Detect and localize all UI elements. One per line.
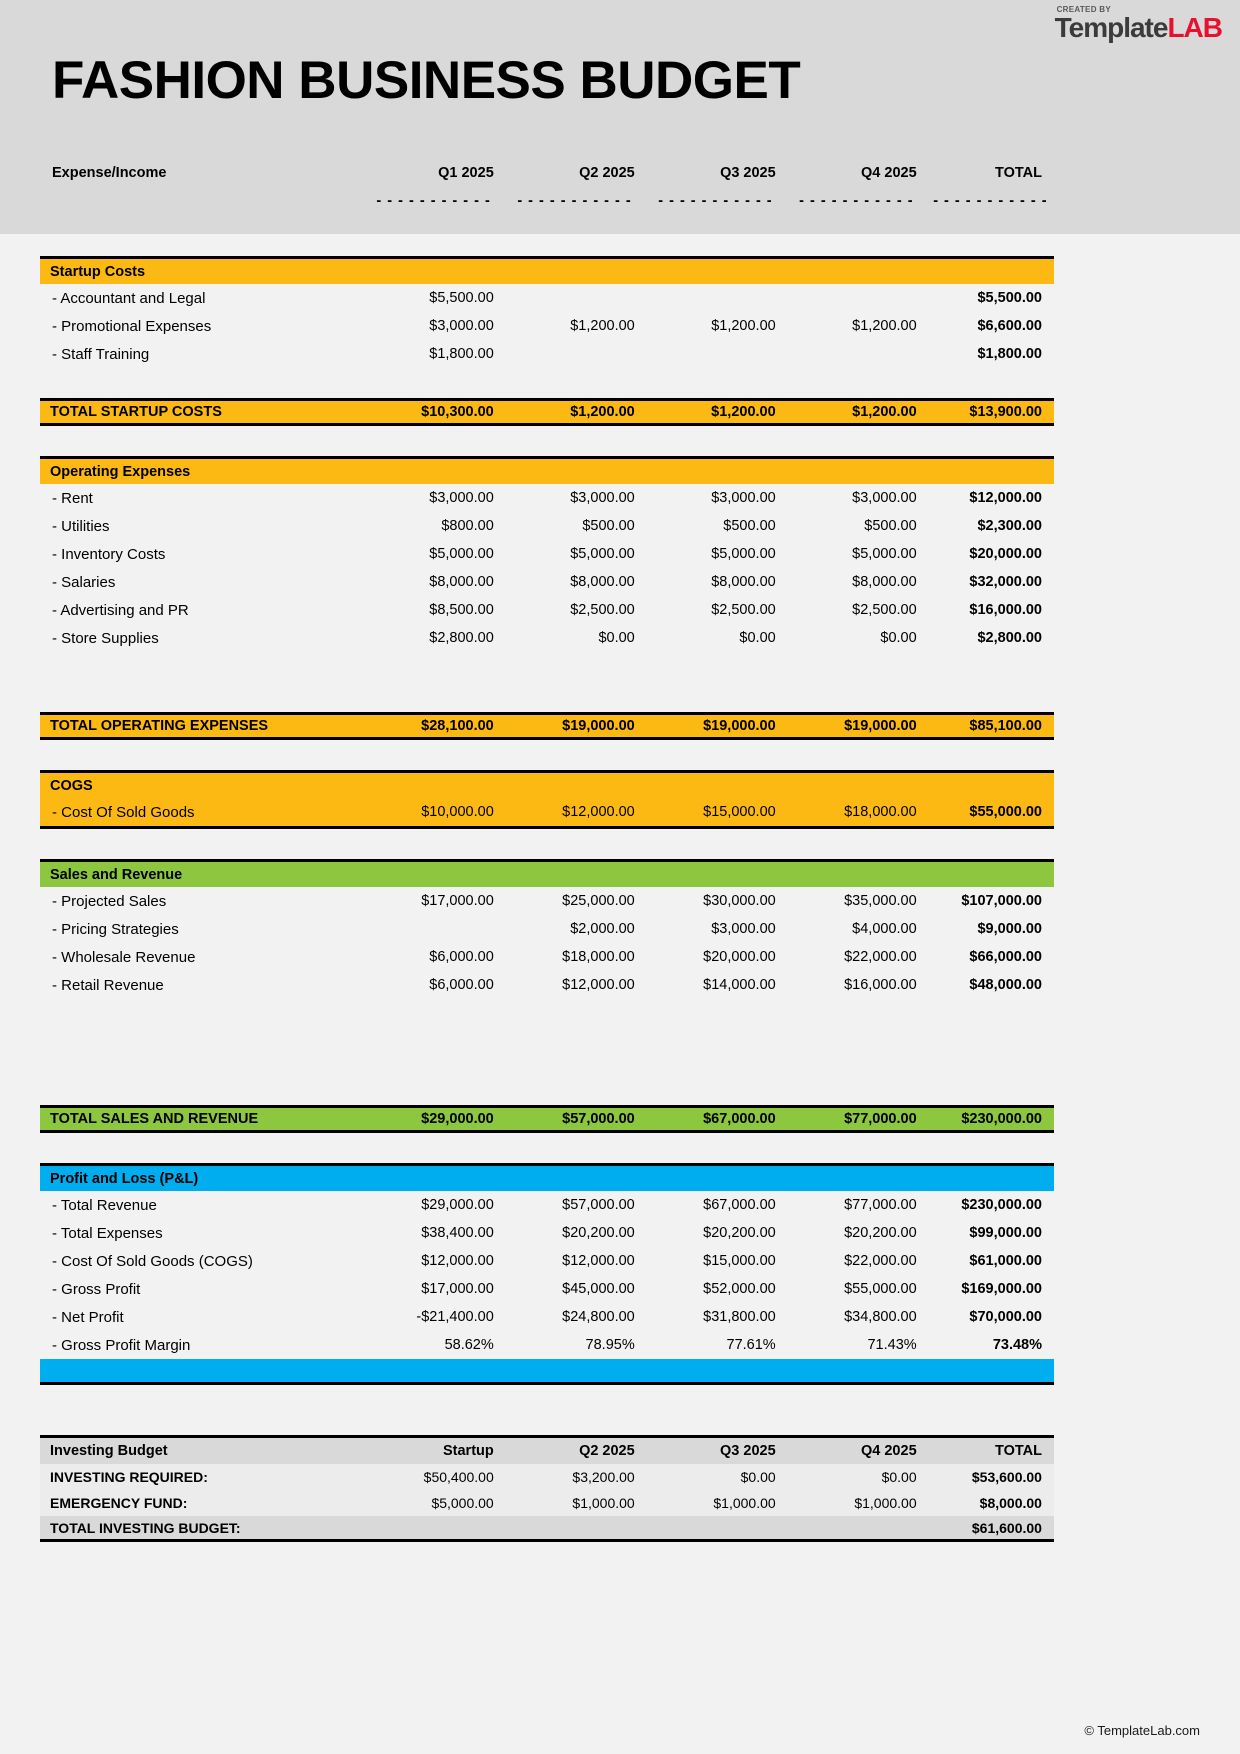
row-q3: $52,000.00 [703,1281,776,1297]
row-total: $169,000.00 [961,1281,1042,1297]
row-q1: $8,000.00 [429,574,494,590]
table-row [40,1191,1054,1219]
logo-wordmark [1055,14,1222,42]
total-q4: $1,200.00 [852,404,917,420]
investing-header-q3: Q3 2025 [720,1443,776,1459]
row-label: - Salaries [52,573,116,591]
row-total: $70,000.00 [969,1309,1042,1325]
dash-total: - - - - - - - - - - - [933,193,1048,209]
startup-heading-label: Startup Costs [50,263,146,280]
row-q1: $17,000.00 [421,1281,494,1297]
total-row-operating-expenses [40,712,1054,740]
dash-q4: - - - - - - - - - - - [799,193,914,209]
table-row [40,284,1054,312]
row-q4: $2,500.00 [852,602,917,618]
row-q2: $20,200.00 [562,1225,635,1241]
total-q2: $1,200.00 [570,404,635,420]
row-q3: $20,000.00 [703,949,776,965]
row-total: $2,800.00 [977,630,1042,646]
row-q2: 78.95% [585,1337,635,1353]
investing-header-total: TOTAL [994,1443,1042,1459]
row-q1: $3,000.00 [429,490,494,506]
table-row [40,484,1054,512]
column-header-divider [40,193,1054,209]
table-row [40,312,1054,340]
row-total: $61,000.00 [969,1253,1042,1269]
row-total: $55,000.00 [969,804,1042,820]
sales-heading-label: Sales and Revenue [50,866,183,883]
row-q1: $50,400.00 [423,1469,494,1485]
dash-q2: - - - - - - - - - - - [517,193,632,209]
row-total: $5,500.00 [977,290,1042,306]
row-q2: $12,000.00 [562,804,635,820]
row-label: - Advertising and PR [52,601,189,619]
total-q2: $19,000.00 [562,718,635,734]
row-total: $9,000.00 [977,921,1042,937]
row-q4: $1,000.00 [854,1495,917,1511]
table-row [40,1219,1054,1247]
row-q1: $38,400.00 [421,1225,494,1241]
row-q4: $35,000.00 [844,893,917,909]
row-q4: $0.00 [880,630,917,646]
total-row-sales-and-revenue [40,1105,1054,1133]
row-total: $32,000.00 [969,574,1042,590]
row-label: - Staff Training [52,345,150,363]
total-q4: $19,000.00 [844,718,917,734]
row-total: $66,000.00 [969,949,1042,965]
logo-template-text: Template [1054,12,1168,43]
total-grand: $85,100.00 [969,718,1042,734]
total-q1: $10,300.00 [421,404,494,420]
row-q2: $25,000.00 [562,893,635,909]
total-q2: $57,000.00 [562,1111,635,1127]
row-q4: $16,000.00 [844,977,917,993]
row-label: - Total Expenses [52,1224,163,1242]
cogs-heading-label: COGS [50,777,93,794]
row-label: - Gross Profit Margin [52,1336,191,1354]
row-q1: $800.00 [441,518,494,534]
row-label: - Gross Profit [52,1280,141,1298]
row-q4: $8,000.00 [852,574,917,590]
row-q1: $5,500.00 [429,290,494,306]
table-row [40,1247,1054,1275]
dash-q3: - - - - - - - - - - - [658,193,773,209]
row-q4: $3,000.00 [852,490,917,506]
total-q3: $67,000.00 [703,1111,776,1127]
column-header-q4: Q4 2025 [861,165,917,181]
row-q3: $2,500.00 [711,602,776,618]
templatelab-logo [1055,6,1222,42]
total-row-investing-budget [40,1516,1054,1542]
row-q4: $77,000.00 [844,1197,917,1213]
table-row [40,1275,1054,1303]
row-q1: $12,000.00 [421,1253,494,1269]
row-q2: $2,500.00 [570,602,635,618]
logo-lab-text: LAB [1167,12,1222,43]
total-q4: $77,000.00 [844,1111,917,1127]
row-total: $8,000.00 [979,1495,1042,1511]
row-q2: $24,800.00 [562,1309,635,1325]
row-total: 73.48% [992,1337,1042,1353]
section-header-profit-and-loss [40,1166,1054,1191]
row-total: $48,000.00 [969,977,1042,993]
row-q4: $22,000.00 [844,949,917,965]
row-q3: $3,000.00 [711,490,776,506]
row-q2: $3,200.00 [572,1469,635,1485]
row-q4: $55,000.00 [844,1281,917,1297]
total-label: TOTAL STARTUP COSTS [50,404,222,420]
row-label: - Retail Revenue [52,976,164,994]
row-q1: $2,800.00 [429,630,494,646]
row-q3: $0.00 [740,1469,776,1485]
row-total: $107,000.00 [961,893,1042,909]
table-row [40,887,1054,915]
row-q1: $5,000.00 [431,1495,494,1511]
row-q3: $500.00 [723,518,776,534]
total-label: TOTAL SALES AND REVENUE [50,1111,259,1127]
row-q2: $12,000.00 [562,977,635,993]
row-q2: $3,000.00 [570,490,635,506]
row-label: - Accountant and Legal [52,289,206,307]
total-q3: $19,000.00 [703,718,776,734]
header-band [0,0,1240,234]
row-q1: $10,000.00 [421,804,494,820]
row-label: - Rent [52,489,93,507]
row-q4: $500.00 [864,518,917,534]
row-q1: -$21,400.00 [416,1309,494,1325]
table-row [40,568,1054,596]
row-q2: $45,000.00 [562,1281,635,1297]
row-q2: $5,000.00 [570,546,635,562]
section-header-sales-and-revenue [40,862,1054,887]
row-q3: $1,200.00 [711,318,776,334]
column-header-q1: Q1 2025 [438,165,494,181]
row-q3: $15,000.00 [703,804,776,820]
row-total: $1,800.00 [977,346,1042,362]
row-q3: $8,000.00 [711,574,776,590]
table-row [40,624,1054,652]
table-row [40,971,1054,999]
table-row [40,540,1054,568]
row-q2: $500.00 [582,518,635,534]
row-q3: $0.00 [739,630,776,646]
section-header-operating-expenses [40,459,1054,484]
row-total: $20,000.00 [969,546,1042,562]
row-q3: 77.61% [726,1337,776,1353]
total-q3: $1,200.00 [711,404,776,420]
page-title: FASHION BUSINESS BUDGET [52,51,801,110]
table-row [40,915,1054,943]
row-q3: $31,800.00 [703,1309,776,1325]
row-q3: $67,000.00 [703,1197,776,1213]
investing-header-q2: Q2 2025 [579,1443,635,1459]
row-total: $16,000.00 [969,602,1042,618]
operating-heading-label: Operating Expenses [50,463,191,480]
investing-budget-header [40,1438,1054,1464]
row-label: - Promotional Expenses [52,317,212,335]
row-label: - Cost Of Sold Goods (COGS) [52,1252,253,1270]
row-q2: $8,000.00 [570,574,635,590]
row-label: INVESTING REQUIRED: [50,1469,208,1485]
section-header-startup-costs [40,259,1054,284]
total-label: TOTAL OPERATING EXPENSES [50,718,269,734]
row-q1: $29,000.00 [421,1197,494,1213]
table-row [40,512,1054,540]
row-q3: $3,000.00 [711,921,776,937]
row-q2: $0.00 [598,630,635,646]
row-q1: $6,000.00 [429,949,494,965]
row-label: - Pricing Strategies [52,920,179,938]
row-q1: $17,000.00 [421,893,494,909]
total-label: TOTAL INVESTING BUDGET: [50,1519,241,1536]
table-row [40,1490,1054,1516]
row-total: $12,000.00 [969,490,1042,506]
row-label: - Store Supplies [52,629,159,647]
row-label: EMERGENCY FUND: [50,1495,188,1511]
row-label: - Total Revenue [52,1196,157,1214]
row-q3: $5,000.00 [711,546,776,562]
table-row [40,596,1054,624]
row-q2: $1,200.00 [570,318,635,334]
row-q4: 71.43% [867,1337,917,1353]
row-q4: $4,000.00 [852,921,917,937]
row-q4: $20,200.00 [844,1225,917,1241]
table-row [40,1303,1054,1331]
pnl-footer-bar [40,1359,1054,1385]
row-q1: $1,800.00 [429,346,494,362]
row-q3: $30,000.00 [703,893,776,909]
logo-created-by-label: CREATED BY [1056,5,1112,14]
investing-heading-label: Investing Budget [50,1443,168,1459]
row-q3: $14,000.00 [703,977,776,993]
row-label: - Wholesale Revenue [52,948,196,966]
row-label: - Inventory Costs [52,545,166,563]
row-total: $2,300.00 [977,518,1042,534]
total-grand: $230,000.00 [961,1111,1042,1127]
row-q2: $57,000.00 [562,1197,635,1213]
column-header [0,165,1240,209]
investing-budget-table [40,1435,1054,1542]
row-label: - Projected Sales [52,892,167,910]
investing-header-q4: Q4 2025 [861,1443,917,1459]
row-q2: $1,000.00 [572,1495,635,1511]
dash-q1: - - - - - - - - - - - [376,193,491,209]
row-q3: $20,200.00 [703,1225,776,1241]
total-q1: $29,000.00 [421,1111,494,1127]
row-q4: $34,800.00 [844,1309,917,1325]
table-row [40,943,1054,971]
row-total: $230,000.00 [961,1197,1042,1213]
column-header-label: Expense/Income [52,165,167,181]
total-q1: $28,100.00 [421,718,494,734]
pnl-heading-label: Profit and Loss (P&L) [50,1170,199,1187]
column-header-total: TOTAL [995,165,1042,181]
row-label: - Net Profit [52,1308,124,1326]
column-header-q2: Q2 2025 [579,165,635,181]
table-row [40,798,1054,826]
row-q3: $1,000.00 [713,1495,776,1511]
row-q1: $8,500.00 [429,602,494,618]
row-total: $6,600.00 [977,318,1042,334]
footer-credit[interactable]: © TemplateLab.com [1084,1723,1200,1738]
row-q3: $15,000.00 [703,1253,776,1269]
row-q1: $3,000.00 [429,318,494,334]
row-q4: $5,000.00 [852,546,917,562]
row-q2: $18,000.00 [562,949,635,965]
table-row [40,1464,1054,1490]
row-q1: $6,000.00 [429,977,494,993]
section-header-cogs [40,773,1054,798]
row-q4: $1,200.00 [852,318,917,334]
row-q1: 58.62% [444,1337,494,1353]
row-label: - Utilities [52,517,110,535]
total-row-startup-costs [40,398,1054,426]
row-q1: $5,000.00 [429,546,494,562]
investing-header-startup: Startup [442,1443,494,1459]
total-grand: $61,600.00 [971,1519,1042,1536]
budget-body [0,234,1240,1542]
row-q4: $18,000.00 [844,804,917,820]
row-label: - Cost Of Sold Goods [52,803,195,821]
row-q4: $22,000.00 [844,1253,917,1269]
row-q4: $0.00 [881,1469,917,1485]
row-q2: $12,000.00 [562,1253,635,1269]
table-row [40,340,1054,368]
column-header-q3: Q3 2025 [720,165,776,181]
total-grand: $13,900.00 [969,404,1042,420]
row-q2: $2,000.00 [570,921,635,937]
table-row [40,1331,1054,1359]
row-total: $53,600.00 [971,1469,1042,1485]
row-total: $99,000.00 [969,1225,1042,1241]
